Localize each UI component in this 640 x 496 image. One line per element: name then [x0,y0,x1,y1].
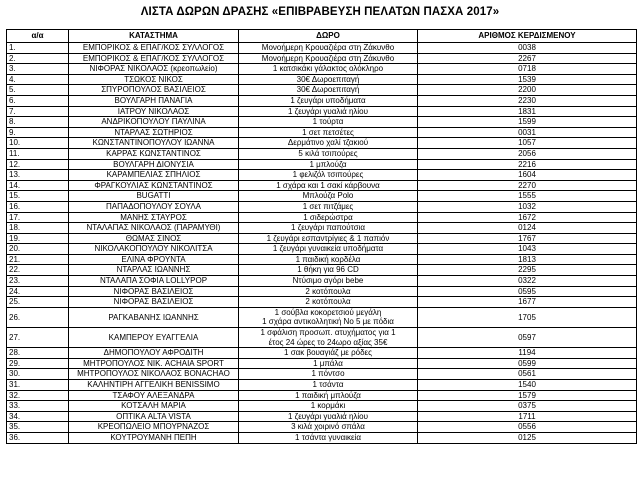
row-winner-number: 1057 [418,138,637,149]
table-row [7,159,637,170]
row-gift [239,170,418,181]
row-number: 26. [7,307,69,327]
row-winner-number: 2056 [418,148,637,159]
row-gift [239,53,418,64]
gift-line: 30€ Δωροεπιταγή [296,74,360,84]
prize-list-table [6,29,637,444]
gift-line: 1 τούρτα [312,117,344,127]
gift-line: Δερμάτινο χαλί τζακιού [287,138,369,148]
row-winner-number: 0031 [418,127,637,138]
row-shop: ΜΗΤΡΟΠΟΥΛΟΣ ΝΙΚ. ACHAIA SPORT [69,358,239,369]
row-shop: ΚΑΛΗΝΤΙΡΗ ΑΓΓΕΛΙΚΗ BENISSIMO [69,380,239,391]
row-gift [239,74,418,85]
row-shop: BUGATTI [69,191,239,202]
row-shop: ΒΟΥΛΓΑΡΗ ΠΑΝΑΓΙΑ [69,95,239,106]
row-number: 30. [7,369,69,380]
table-row [7,422,637,433]
row-gift [239,380,418,391]
table-header-row [7,30,637,43]
row-shop: ΝΙΚΟΛΑΚΟΠΟΥΛΟΥ ΝΙΚΟΛΙΤΣΑ [69,244,239,255]
table-row [7,390,637,401]
row-number: 27. [7,328,69,348]
gift-line: 1 μπλούζα [309,159,347,169]
row-shop: ΚΟΥΤΡΟΥΜΑΝΗ ΠΕΠΗ [69,432,239,443]
row-shop: ΝΙΦΟΡΑΣ ΒΑΣΙΛΕΙΟΣ [69,297,239,308]
gift-line: 1 ζευγάρι υποδήματα [290,95,366,105]
row-gift [239,64,418,75]
row-winner-number: 1194 [418,348,637,359]
gift-line: 1 σχάρα και 1 σακί κάρβουνα [276,180,380,190]
row-shop: ΕΜΠΟΡΙΚΟΣ & ΕΠΑΓ/ΚΟΣ ΣΥΛΛΟΓΟΣ [69,43,239,54]
table-row [7,138,637,149]
row-shop: ΚΟΤΣΑΛΗ ΜΑΡΙΑ [69,401,239,412]
row-winner-number: 2200 [418,85,637,96]
table-row [7,64,637,75]
row-number: 10. [7,138,69,149]
row-number: 31. [7,380,69,391]
gift-line: 1 σετ πετσέτες [302,127,354,137]
gift-line: 1 μπάλα [313,358,343,368]
row-shop: ΚΩΝΣΤΑΝΤΙΝΟΠΟΥΛΟΥ ΙΩΑΝΝΑ [69,138,239,149]
row-shop: ΒΟΥΛΓΑΡΗ ΔΙΟΝΥΣΙΑ [69,159,239,170]
table-row [7,148,637,159]
row-gift [239,369,418,380]
row-winner-number: 1677 [418,297,637,308]
row-shop: ΝΤΑΛΑΠΑ ΣΟΦΙΑ LOLLYPOP [69,276,239,287]
table-row [7,212,637,223]
header-number: α/α [7,30,69,43]
row-shop: ΚΑΡΡΑΣ ΚΩΝΣΤΑΝΤΙΝΟΣ [69,148,239,159]
row-gift [239,411,418,422]
table-row [7,53,637,64]
table-row [7,244,637,255]
row-gift [239,159,418,170]
row-number: 8. [7,117,69,128]
row-gift [239,432,418,443]
row-gift [239,276,418,287]
row-shop: ΚΡΕΟΠΩΛΕΙΟ ΜΠΟΥΡΝΑΖΟΣ [69,422,239,433]
table-row [7,254,637,265]
gift-line: 1 ζευγάρι γυναικεία υποδήματα [272,244,384,254]
table-row [7,307,637,327]
row-shop: ΑΝΔΡΙΚΟΠΟΥΛΟΥ ΠΑΥΛΙΝΑ [69,117,239,128]
row-number: 25. [7,297,69,308]
row-number: 11. [7,148,69,159]
row-number: 29. [7,358,69,369]
row-winner-number: 1043 [418,244,637,255]
table-row [7,411,637,422]
gift-line: 1 ζευγάρι εσπαντρίγιες & 1 παπιόν [266,233,390,243]
table-row [7,223,637,234]
gift-line: 1 τσάντα [312,380,344,389]
row-gift [239,401,418,412]
row-winner-number: 0718 [418,64,637,75]
gift-line: 1 κορμάκι [310,401,346,411]
row-number: 36. [7,432,69,443]
gift-line: 1 σιδερώστρα [303,212,353,222]
gift-line: 1 φελιζόλ τσιπούρες [292,170,364,180]
row-shop: ΔΗΜΟΠΟΥΛΟΥ ΑΦΡΟΔΙΤΗ [69,348,239,359]
row-gift [239,127,418,138]
row-winner-number: 1604 [418,170,637,181]
row-gift [239,254,418,265]
row-shop: ΝΤΑΛΑΠΑΣ ΝΙΚΟΛΑΟΣ (ΠΑΡΑΜΥΘΙ) [69,223,239,234]
row-number: 6. [7,95,69,106]
row-winner-number: 2267 [418,53,637,64]
row-gift [239,223,418,234]
table-row [7,297,637,308]
row-winner-number: 0375 [418,401,637,412]
row-winner-number: 1599 [418,117,637,128]
row-shop: ΝΙΦΟΡΑΣ ΒΑΣΙΛΕΙΟΣ [69,286,239,297]
row-number: 14. [7,180,69,191]
row-shop: ΟΠΤΙΚΑ ALTA VISTA [69,411,239,422]
row-winner-number: 2295 [418,265,637,276]
row-number: 20. [7,244,69,255]
table-row [7,95,637,106]
row-gift [239,191,418,202]
row-number: 21. [7,254,69,265]
table-row [7,265,637,276]
row-shop: ΠΑΠΑΔΟΠΟΥΛΟΥ ΣΟΥΛΑ [69,201,239,212]
gift-line: Μονοήμερη Κρουαζιέρα στη Ζάκυνθο [261,53,395,63]
gift-line: 3 κιλά χοιρινό σπάλα [291,422,365,432]
row-winner-number: 2230 [418,95,637,106]
row-winner-number: 0597 [418,328,637,348]
row-gift [239,265,418,276]
gift-line: 1 σούβλα κοκορετσιού μεγάλη [274,307,382,317]
row-gift [239,328,418,348]
gift-line: 1 σακ βουαγιάζ με ρόδες [284,348,372,358]
table-row [7,358,637,369]
table-row [7,369,637,380]
row-winner-number: 0038 [418,43,637,54]
document-title: ΛΙΣΤΑ ΔΩΡΩΝ ΔΡΑΣΗΣ «ΕΠΙΒΡΑΒΕΥΣΗ ΠΕΛΑΤΩΝ ΠΑΣΧΑ 2017» [140,6,500,18]
row-number: 35. [7,422,69,433]
table-row [7,180,637,191]
row-gift [239,390,418,401]
row-shop: ΡΑΓΚΑΒΑΝΗΣ ΙΩΑΝΝΗΣ [69,307,239,327]
table-row [7,106,637,117]
row-winner-number: 1032 [418,201,637,212]
row-number: 7. [7,106,69,117]
row-gift [239,422,418,433]
header-gift: ΔΩΡΟ [239,30,418,43]
gift-line: Ντύσιμο αγόρι bebe [292,276,364,286]
row-gift [239,244,418,255]
row-gift [239,233,418,244]
row-number: 1. [7,43,69,54]
gift-line: Μπλούζα Polo [302,191,354,201]
row-winner-number: 1711 [418,411,637,422]
row-number: 15. [7,191,69,202]
row-number: 22. [7,265,69,276]
row-number: 5. [7,85,69,96]
row-winner-number: 0595 [418,286,637,297]
table-row [7,127,637,138]
row-winner-number: 0125 [418,432,637,443]
row-gift [239,286,418,297]
header-winner-number: ΑΡΙΘΜΟΣ ΚΕΡΔΙΣΜΕΝΟΥ [418,30,637,43]
row-shop: ΝΤΑΡΛΑΣ ΙΩΑΝΝΗΣ [69,265,239,276]
gift-line: 1 ζευγάρι παπούτσια [291,223,365,233]
row-number: 28. [7,348,69,359]
row-winner-number: 0599 [418,358,637,369]
gift-line: 5 κιλά τσιπούρες [298,148,358,158]
row-gift [239,348,418,359]
gift-line: 1 πόντσο [311,369,345,379]
row-shop: ΦΡΑΓΚΟΥΛΙΑΣ ΚΩΝΣΤΑΝΤΙΝΟΣ [69,180,239,191]
row-shop: ΝΙΦΟΡΑΣ ΝΙΚΟΛΑΟΣ (κρεοπωλείο) [69,64,239,75]
row-winner-number: 0322 [418,276,637,287]
row-shop: ΕΛΙΝΑ ΦΡΟΥΝΤΑ [69,254,239,265]
gift-line: 1 τσάντα γυναικεία [295,432,361,442]
row-winner-number: 1540 [418,380,637,391]
row-number: 3. [7,64,69,75]
row-winner-number: 1555 [418,191,637,202]
row-gift [239,95,418,106]
row-number: 13. [7,170,69,181]
row-shop: ΤΣΑΦΟΥ ΑΛΕΞΑΝΔΡΑ [69,390,239,401]
row-gift [239,148,418,159]
row-shop: ΜΑΝΗΣ ΣΤΑΥΡΟΣ [69,212,239,223]
row-shop: ΚΑΜΠΕΡΟΥ ΕΥΑΓΓΕΛΙΑ [69,328,239,348]
table-row [7,328,637,348]
row-shop: ΣΠΥΡΟΠΟΥΛΟΣ ΒΑΣΙΛΕΙΟΣ [69,85,239,96]
row-winner-number: 1831 [418,106,637,117]
row-gift [239,85,418,96]
row-number: 12. [7,159,69,170]
row-number: 32. [7,390,69,401]
table-row [7,191,637,202]
row-number: 9. [7,127,69,138]
gift-line: 1 κατσικάκι γάλακτος ολόκληρο [272,64,384,74]
table-body [7,43,637,444]
table-row [7,201,637,212]
row-gift [239,297,418,308]
gift-line: 1 σετ πιτζάμες [302,201,354,211]
row-gift [239,117,418,128]
row-gift [239,106,418,117]
row-number: 17. [7,212,69,223]
gift-line: 2 κοτόπουλα [305,297,351,307]
row-gift [239,212,418,223]
row-winner-number: 2216 [418,159,637,170]
row-winner-number: 1767 [418,233,637,244]
gift-line: Μονοήμερη Κρουαζιέρα στη Ζάκυνθο [261,43,395,52]
table-row [7,43,637,54]
row-shop: ΙΑΤΡΟΥ ΝΙΚΟΛΑΟΣ [69,106,239,117]
row-gift [239,201,418,212]
gift-line: 1 θήκη για 96 CD [297,265,359,275]
gift-line: 1 παιδική μπλούζα [295,390,361,400]
row-number: 33. [7,401,69,412]
row-winner-number: 1539 [418,74,637,85]
row-shop: ΤΣΩΚΟΣ ΝΙΚΟΣ [69,74,239,85]
row-number: 24. [7,286,69,297]
row-gift [239,307,418,327]
row-winner-number: 1813 [418,254,637,265]
row-shop: ΚΑΡΑΜΠΕΛΙΑΣ ΣΠΗΛΙΟΣ [69,170,239,181]
row-gift [239,138,418,149]
table-row [7,286,637,297]
row-number: 23. [7,276,69,287]
table-row [7,117,637,128]
gift-line: 1 ζευγάρι γυαλιά ηλίου [288,106,368,116]
gift-line: 2 κοτόπουλα [305,286,351,296]
header-shop: ΚΑΤΑΣΤΗΜΑ [69,30,239,43]
gift-line: 1 παιδική κορδέλα [295,254,361,264]
row-winner-number: 0561 [418,369,637,380]
gift-line: 30€ Δωροεπιταγή [296,85,360,95]
gift-line: 1 ζευγάρι γυαλιά ηλίου [288,411,368,421]
row-winner-number: 2270 [418,180,637,191]
table-row [7,170,637,181]
gift-line: 1 σχάρα αντικολλητική Νο 5 με πόδια [262,317,394,327]
table-row [7,85,637,96]
row-winner-number: 1672 [418,212,637,223]
row-shop: ΜΗΤΡΟΠΟΥΛΟΣ ΝΙΚΟΛΑΟΣ BONACHAO [69,369,239,380]
gift-line: έτος 24 ώρες το 24ωρο αξίας 35€ [268,337,388,347]
table-row [7,348,637,359]
row-winner-number: 0556 [418,422,637,433]
row-number: 19. [7,233,69,244]
row-number: 16. [7,201,69,212]
row-number: 2. [7,53,69,64]
row-number: 34. [7,411,69,422]
table-row [7,380,637,391]
row-winner-number: 1705 [418,307,637,327]
row-number: 18. [7,223,69,234]
row-gift [239,180,418,191]
table-row [7,401,637,412]
row-gift [239,43,418,54]
table-row [7,432,637,443]
row-shop: ΘΩΜΑΣ ΣΙΝΟΣ [69,233,239,244]
gift-line: 1 σφάλιση προσωπ. ατυχήματος για 1 [260,328,396,338]
row-winner-number: 0124 [418,223,637,234]
row-gift [239,358,418,369]
row-shop: ΕΜΠΟΡΙΚΟΣ & ΕΠΑΓ/ΚΟΣ ΣΥΛΛΟΓΟΣ [69,53,239,64]
row-number: 4. [7,74,69,85]
table-row [7,276,637,287]
row-shop: ΝΤΑΡΛΑΣ ΣΩΤΗΡΙΟΣ [69,127,239,138]
row-winner-number: 1579 [418,390,637,401]
table-row [7,233,637,244]
table-row [7,74,637,85]
